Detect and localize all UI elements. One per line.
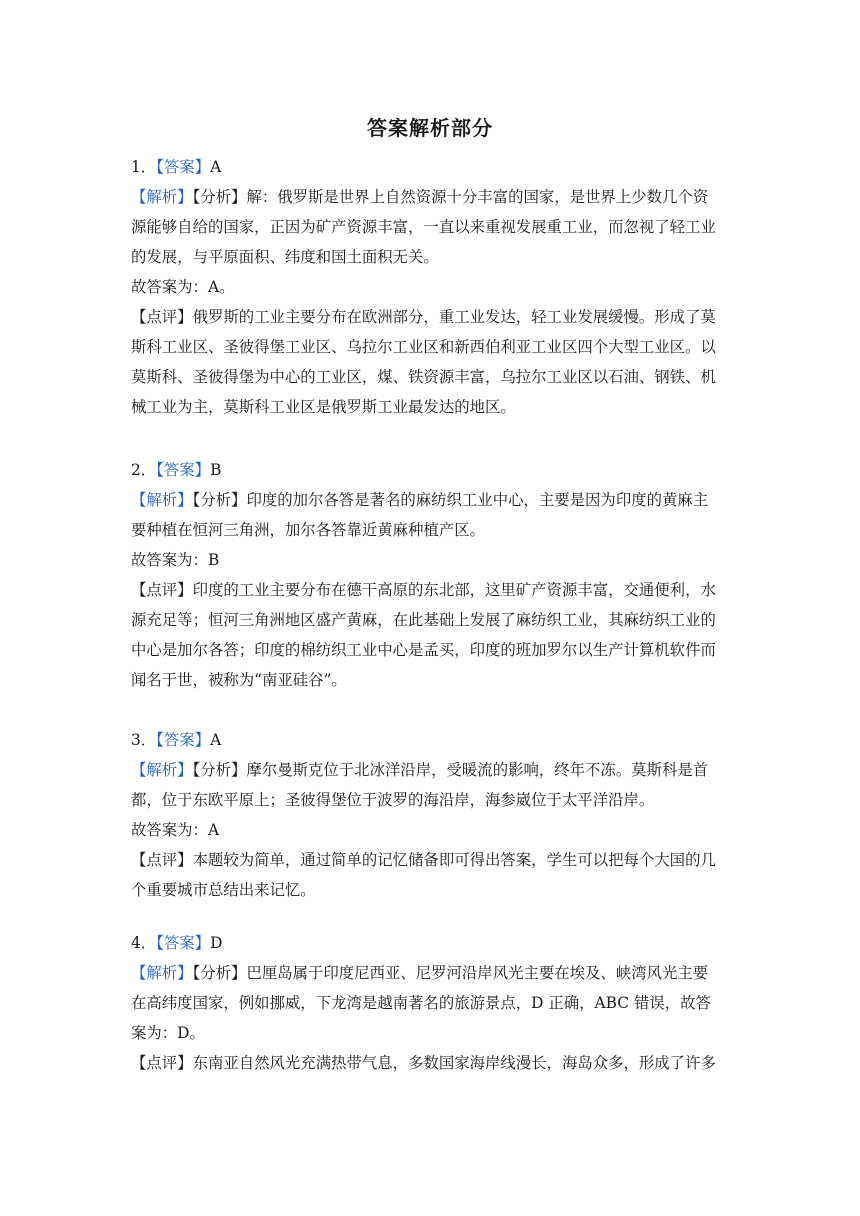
analysis-text: 案为：D。 xyxy=(131,1024,205,1042)
item-number: 1． xyxy=(131,158,157,176)
comment-text: 【点评】俄罗斯的工业主要分布在欧洲部分，重工业发达，轻工业发展缓慢。形成了莫 xyxy=(131,308,716,326)
analysis-text: 【分析】巴厘岛属于印度尼西亚、尼罗河沿岸风光主要在埃及、峡湾风光主要 xyxy=(192,964,709,982)
comment-text: 斯科工业区、圣彼得堡工业区、乌拉尔工业区和新西伯利亚工业区四个大型工业区。以 xyxy=(131,338,716,356)
analysis-text: 【分析】摩尔曼斯克位于北冰洋沿岸，受暖流的影响，终年不冻。莫斯科是首 xyxy=(192,761,709,779)
comment-text: 源充足等；恒河三角洲地区盛产黄麻，在此基础上发展了麻纺织工业，其麻纺织工业的 xyxy=(131,611,716,629)
answer-value: B xyxy=(210,461,222,479)
analysis-line xyxy=(131,182,735,212)
comment-text: 闻名于世，被称为“南亚硅谷”。 xyxy=(131,671,347,689)
answer-value: A xyxy=(210,158,222,176)
item-number: 4． xyxy=(131,934,157,952)
analysis-text: 的发展，与平原面积、纬度和国土面积无关。 xyxy=(131,248,439,266)
answer-value: D xyxy=(210,934,223,952)
item-number: 3． xyxy=(131,731,157,749)
answer-label: 【答案】 xyxy=(156,731,211,749)
answer-item-2 xyxy=(131,455,735,695)
answer-item-3 xyxy=(131,725,735,905)
answer-line xyxy=(131,455,735,485)
comment-text: 械工业为主，莫斯科工业区是俄罗斯工业最发达的地区。 xyxy=(131,398,516,416)
item-number: 2． xyxy=(131,461,157,479)
analysis-text: 【分析】解：俄罗斯是世界上自然资源十分丰富的国家，是世界上少数几个资 xyxy=(192,188,709,206)
analysis-label: 【解析】 xyxy=(131,761,193,779)
comment-text: 【点评】本题较为简单，通过简单的记忆储备即可得出答案，学生可以把每个大国的几 xyxy=(131,851,716,869)
answer-item-4 xyxy=(131,928,735,1078)
answer-label: 【答案】 xyxy=(156,461,211,479)
analysis-label: 【解析】 xyxy=(131,188,193,206)
conclusion-text: 故答案为：B xyxy=(131,551,220,569)
analysis-label: 【解析】 xyxy=(131,964,193,982)
conclusion-text: 故答案为：A。 xyxy=(131,278,235,296)
comment-text: 莫斯科、圣彼得堡为中心的工业区，煤、铁资源丰富，乌拉尔工业区以石油、钢铁、机 xyxy=(131,368,716,386)
analysis-text: 在高纬度国家，例如挪威，下龙湾是越南著名的旅游景点，D 正确，ABC 错误，故答 xyxy=(131,994,711,1012)
analysis-line xyxy=(131,485,735,515)
conclusion-text: 故答案为：A xyxy=(131,821,220,839)
analysis-text: 【分析】印度的加尔各答是著名的麻纺织工业中心，主要是因为印度的黄麻主 xyxy=(192,491,709,509)
answer-item-1 xyxy=(131,152,735,422)
answer-line xyxy=(131,152,735,182)
comment-text: 个重要城市总结出来记忆。 xyxy=(131,881,316,899)
comment-text: 【点评】东南亚自然风光充满热带气息，多数国家海岸线漫长，海岛众多，形成了许多 xyxy=(131,1054,716,1072)
comment-text: 【点评】印度的工业主要分布在德干高原的东北部，这里矿产资源丰富，交通便利，水 xyxy=(131,581,716,599)
answer-label: 【答案】 xyxy=(156,934,211,952)
analysis-label: 【解析】 xyxy=(131,491,193,509)
analysis-text: 要种植在恒河三角洲，加尔各答靠近黄麻种植产区。 xyxy=(131,521,485,539)
answer-label: 【答案】 xyxy=(156,158,211,176)
page-title: 答案解析部分 xyxy=(367,116,493,140)
analysis-line xyxy=(131,958,735,988)
answer-value: A xyxy=(210,731,222,749)
answer-line xyxy=(131,725,735,755)
analysis-text: 都，位于东欧平原上；圣彼得堡位于波罗的海沿岸，海参崴位于太平洋沿岸。 xyxy=(131,791,655,809)
comment-text: 中心是加尔各答；印度的棉纺织工业中心是孟买，印度的班加罗尔以生产计算机软件而 xyxy=(131,641,716,659)
analysis-text: 源能够自给的国家，正因为矿产资源丰富，一直以来重视发展重工业，而忽视了轻工业 xyxy=(131,218,716,236)
analysis-line xyxy=(131,755,735,785)
answer-line xyxy=(131,928,735,958)
